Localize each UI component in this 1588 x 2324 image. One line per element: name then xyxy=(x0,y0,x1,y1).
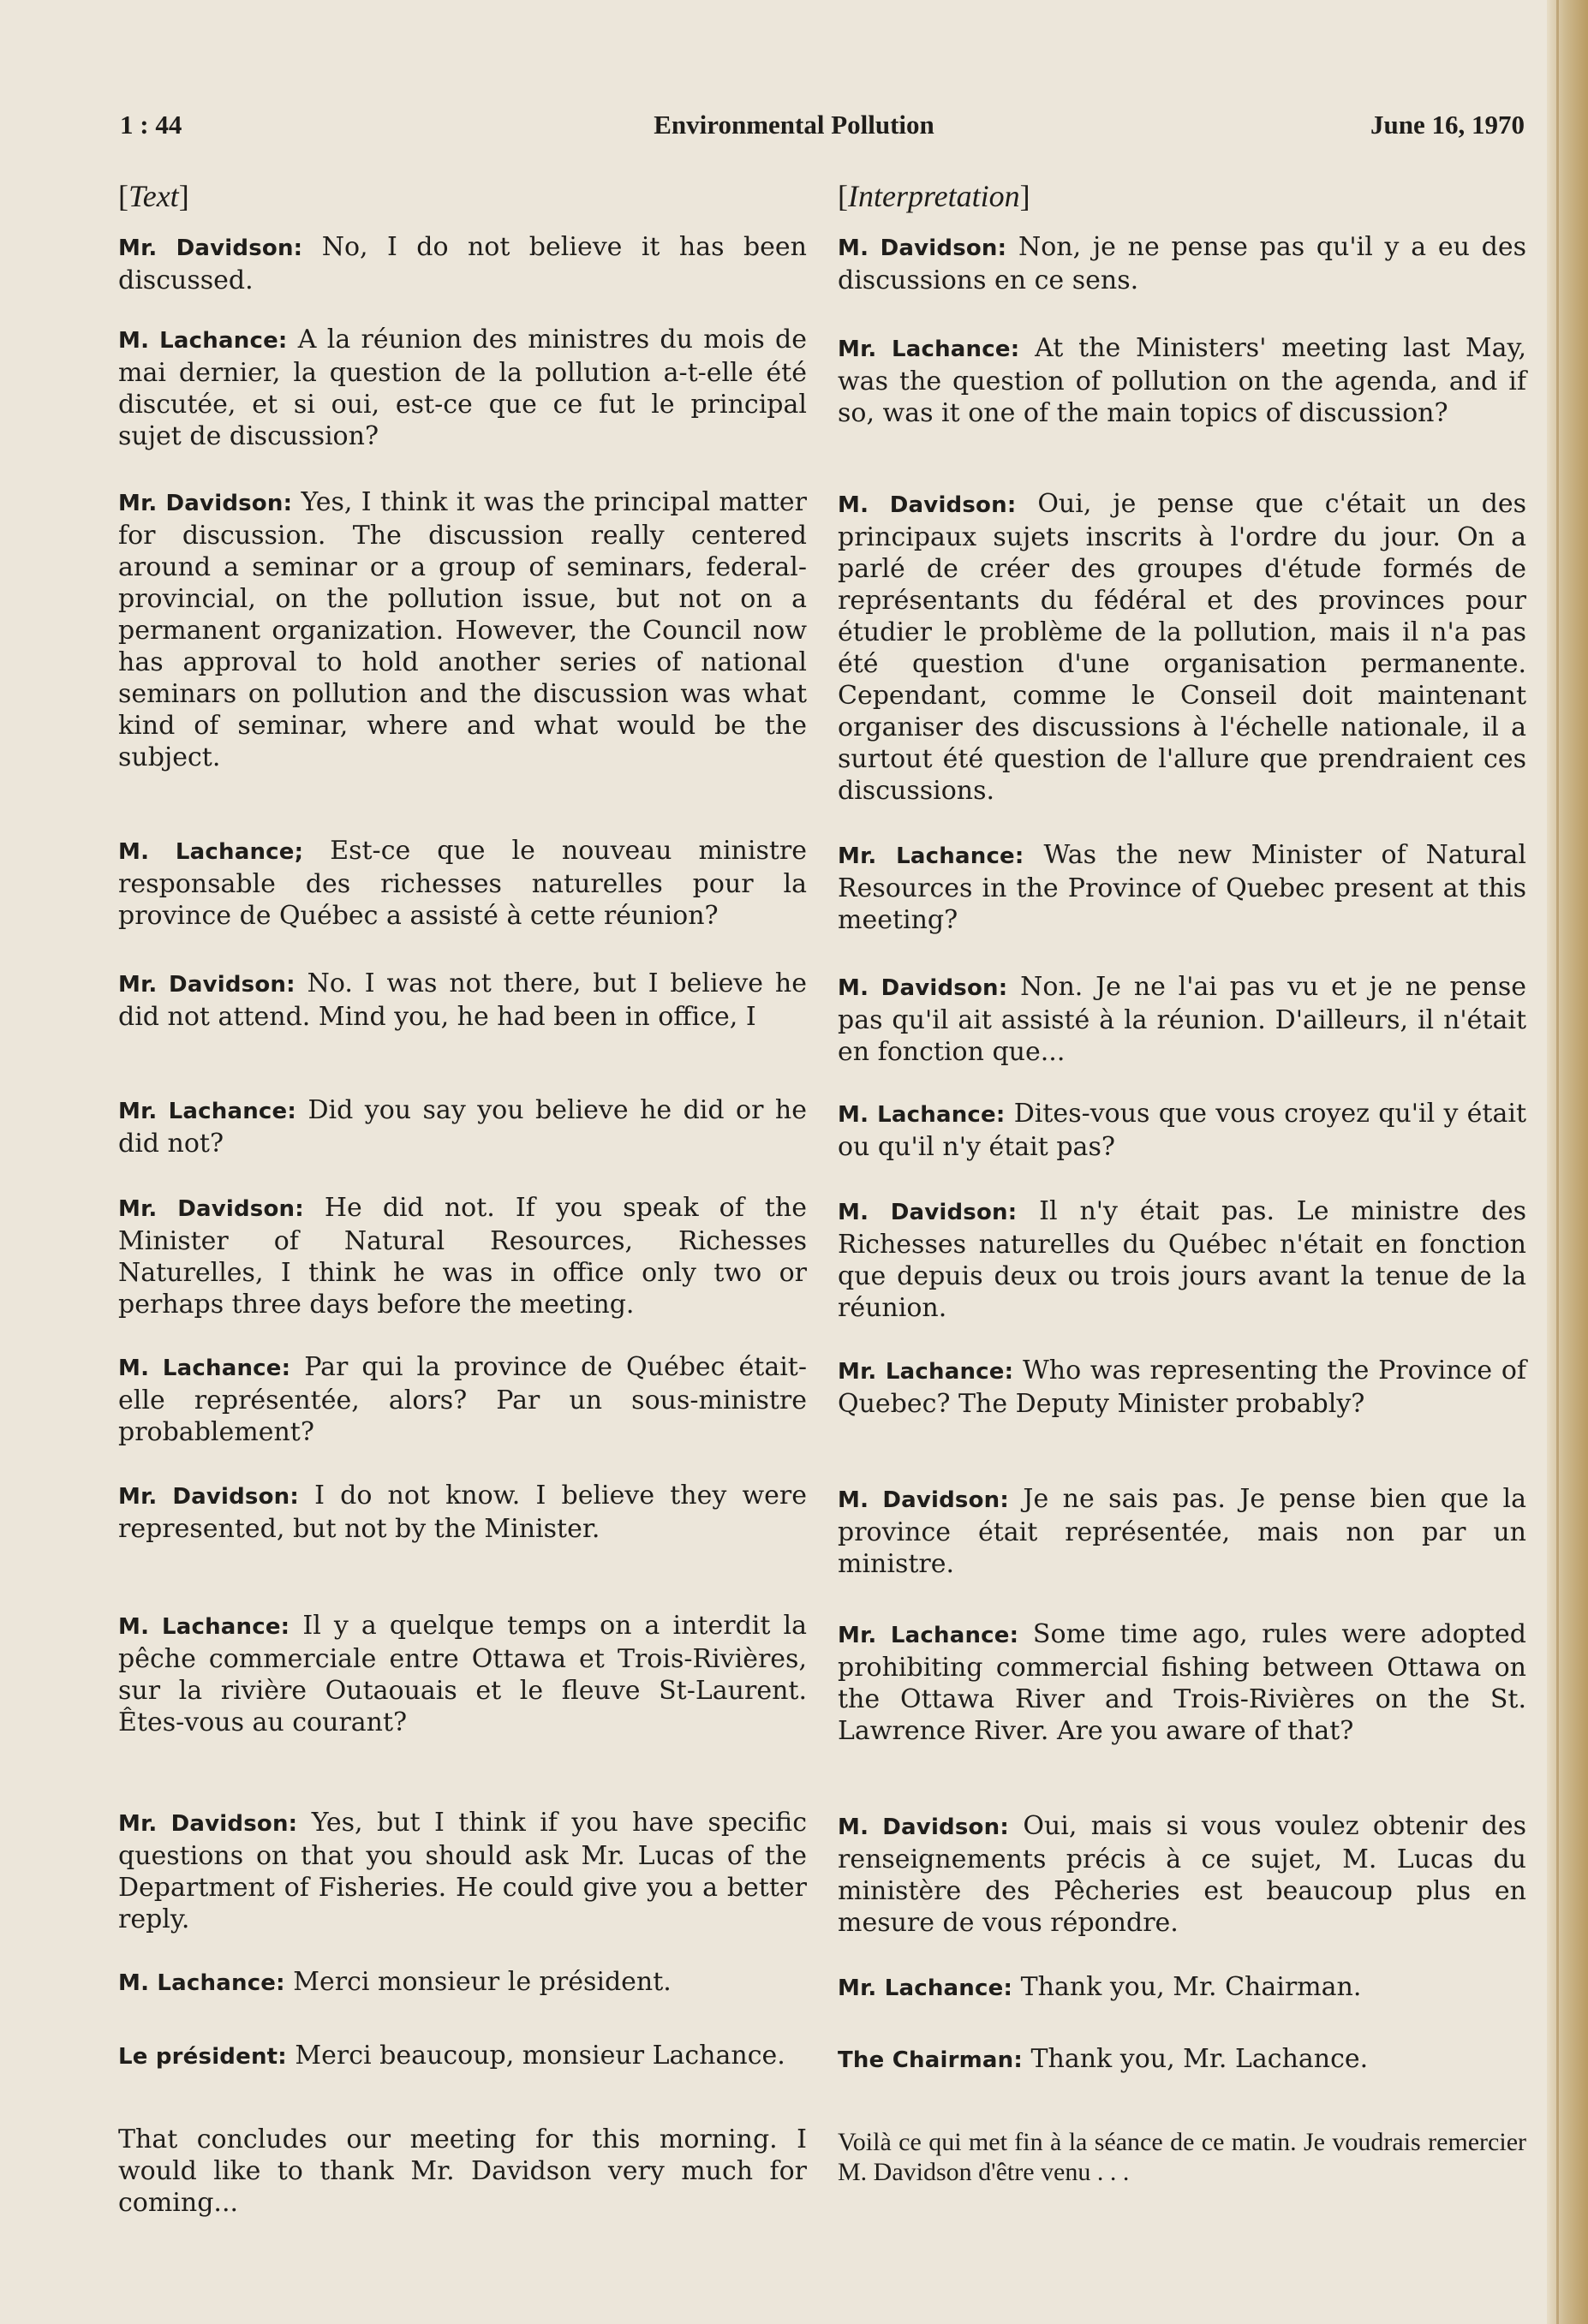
paragraph: Mr. Lachance: Was the new Minister of Natural Resources in the Province of Quebec present at this meeting? xyxy=(838,840,1526,935)
paragraph: That concludes our meeting for this morning. I would like to thank Mr. Davidson very much for coming... xyxy=(118,2124,807,2218)
paragraph: M. Lachance; Est-ce que le nouveau ministre responsable des richesses naturelles pour la province de Québec a assisté à cette réunion? xyxy=(118,836,808,931)
column-tag: [Interpretation] xyxy=(838,179,1030,213)
right-column xyxy=(838,171,1527,2186)
paragraph: Mr. Lachance: Who was representing the Province of Quebec? The Deputy Minister probably? xyxy=(838,1356,1526,1419)
paragraph: M. Davidson: Non. Je ne l'ai pas vu et je ne pense pas qu'il ait assisté à la réunion. D'ailleurs, il n'était en fonction que... xyxy=(838,972,1527,1067)
paragraph: Mr. Lachance: Thank you, Mr. Chairman. xyxy=(838,1972,1362,2002)
page-edge xyxy=(1547,0,1588,2324)
paragraph: M. Lachance: A la réunion des ministres du mois de mai dernier, la question de la pollution a-t-elle été discutée, et si oui, est-ce que ce fut le principal sujet de discussion? xyxy=(118,325,807,451)
paragraph: Mr. Davidson: No. I was not there, but I believe he did not attend. Mind you, he had been in office, I xyxy=(118,968,807,1032)
running-title: Environmental Pollution xyxy=(654,110,934,140)
paragraph: M. Lachance: Par qui la province de Québec était-elle représentée, alors? Par un sous-ministre probablement? xyxy=(118,1352,807,1447)
paragraph: Mr. Davidson: No, I do not believe it has been discussed. xyxy=(118,232,807,295)
column-tag: [Text] xyxy=(118,179,189,213)
paragraph: M. Davidson: Oui, mais si vous voulez obtenir des renseignements précis à ce sujet, M. Lucas du ministère des Pêcheries est beaucoup plus en mesure de vous répondre. xyxy=(838,1811,1527,1938)
paragraph: M. Davidson: Oui, je pense que c'était un des principaux sujets inscrits à l'ordre du jour. On a parlé de créer des groupes d'étude formés de représentants du fédéral et des provinces pour étudier le problème de la pollution, mais il n'a pas été question d'une organisation permanente. Cependant, comme le Conseil doit maintenant organiser des discussions à l'échelle nationale, il a surtout été question de l'allure que prendraient ces discussions. xyxy=(838,489,1526,806)
paragraph: The Chairman: Thank you, Mr. Lachance. xyxy=(838,2044,1369,2074)
paragraph: Mr. Davidson: I do not know. I believe they were represented, but not by the Minister. xyxy=(118,1481,807,1544)
paragraph: Voilà ce qui met fin à la séance de ce matin. Je voudrais remercier M. Davidson d'être venu . . . xyxy=(838,2128,1526,2186)
paragraph: Mr. Lachance: Did you say you believe he did or he did not? xyxy=(118,1095,807,1159)
paragraph: Mr. Lachance: At the Ministers' meeting last May, was the question of pollution on the agenda, and if so, was it one of the main topics of discussion? xyxy=(838,333,1526,428)
paragraph: M. Davidson: Non, je ne pense pas qu'il y a eu des discussions en ce sens. xyxy=(838,232,1526,295)
paragraph: M. Davidson: Je ne sais pas. Je pense bien que la province était représentée, mais non par un ministre. xyxy=(838,1484,1526,1579)
left-column xyxy=(118,171,808,2218)
paragraph: Mr. Davidson: He did not. If you speak of the Minister of Natural Resources, Richesses Naturelles, I think he was in office only two or perhaps three days before the meeting. xyxy=(118,1193,807,1320)
paragraph: M. Lachance: Dites-vous que vous croyez qu'il y était ou qu'il n'y était pas? xyxy=(838,1099,1526,1162)
paragraph: Mr. Davidson: Yes, but I think if you have specific questions on that you should ask Mr. Lucas of the Department of Fisheries. He could give you a better reply. xyxy=(118,1808,807,1934)
paragraph: M. Davidson: Il n'y était pas. Le ministre des Richesses naturelles du Québec n'était en fonction que depuis deux ou trois jours avant la tenue de la réunion. xyxy=(838,1196,1526,1323)
paragraph: Mr. Lachance: Some time ago, rules were adopted prohibiting commercial fishing between Ottawa on the Ottawa River and Trois-Rivières on the St. Lawrence River. Are you aware of that? xyxy=(838,1619,1526,1746)
page-number: 1 : 44 xyxy=(120,110,182,140)
page-edge-line xyxy=(1556,0,1559,2324)
paragraph: Le président: Merci beaucoup, monsieur Lachance. xyxy=(118,2041,785,2071)
paragraph: Mr. Davidson: Yes, I think it was the principal matter for discussion. The discussion really centered around a seminar or a group of seminars, federal-provincial, on the pollution issue, but not on a permanent organization. However, the Council now has approval to hold another series of national seminars on pollution and the discussion was what kind of seminar, where and what would be the subject. xyxy=(118,487,807,772)
page-date: June 16, 1970 xyxy=(1370,110,1525,140)
paragraph: M. Lachance: Il y a quelque temps on a interdit la pêche commerciale entre Ottawa et Trois-Rivières, sur la rivière Outaouais et le fleuve St-Laurent. Êtes-vous au courant? xyxy=(118,1611,807,1737)
paragraph: M. Lachance: Merci monsieur le président. xyxy=(118,1967,672,1997)
